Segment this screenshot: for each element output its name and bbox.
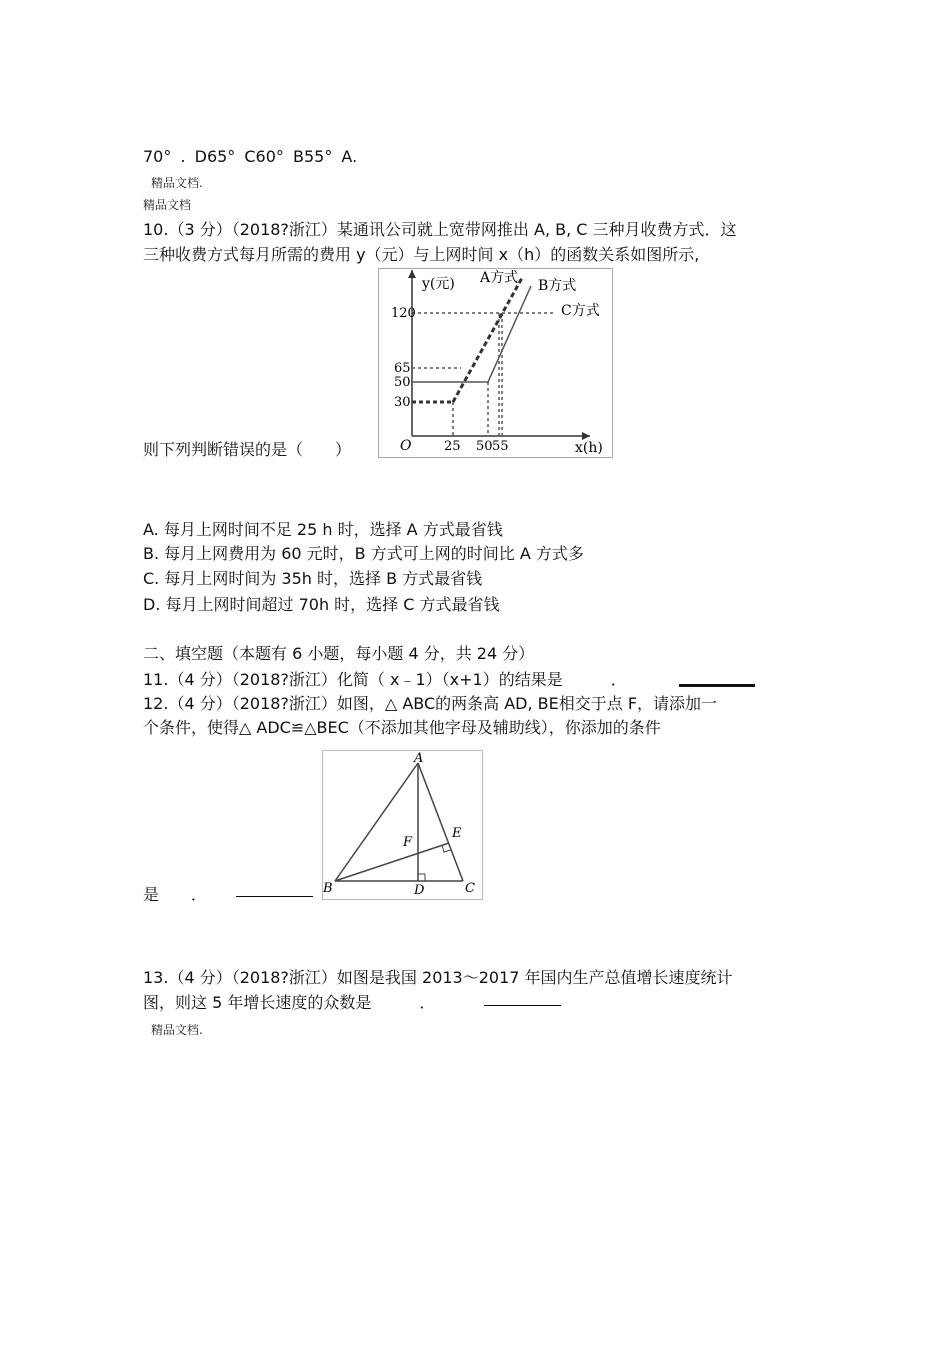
question-10-line-2: 三种收费方式每月所需的费用 y（元）与上网时间 x（h）的函数关系如图所示, xyxy=(143,245,700,264)
previous-question-options: 70° . D65° C60° B55° A. xyxy=(143,147,358,166)
y-tick-label: 30 xyxy=(394,395,411,410)
y-tick-label: 50 xyxy=(394,375,411,390)
question-13-line-2: 图，则这 5 年增长速度的众数是 ． xyxy=(143,993,436,1012)
x-tick-label: 55 xyxy=(492,439,509,454)
y-axis-label: y(元) xyxy=(422,276,455,292)
option-d: D. 每月上网时间超过 70h 时，选择 C 方式最省钱 xyxy=(143,595,500,614)
series-b-label: B方式 xyxy=(538,278,577,294)
vertex-label-b: B xyxy=(323,881,333,896)
question-12-line-2: 个条件，使得△ ADC≌△BEC（不添加其他字母及辅助线），你添加的条件 xyxy=(143,718,661,737)
option-b: B. 每月上网费用为 60 元时，B 方式可上网的时间比 A 方式多 xyxy=(143,544,584,563)
y-tick-label: 65 xyxy=(394,361,411,376)
triangle-figure xyxy=(322,750,483,900)
origin-label: O xyxy=(400,438,412,454)
question-11: 11.（4 分）（2018?浙江）化简（ x﹣1）（x+1）的结果是 ． xyxy=(143,670,627,689)
vertex-label-c: C xyxy=(465,881,475,896)
series-a-label: A方式 xyxy=(480,270,519,286)
x-axis-label: x(h) xyxy=(575,440,603,456)
option-c: C. 每月上网时间为 35h 时，选择 B 方式最省钱 xyxy=(143,569,483,588)
series-c-label: C方式 xyxy=(561,303,600,319)
watermark-text: 精品文档 xyxy=(143,198,192,212)
watermark-text: 精品文档. xyxy=(151,176,203,190)
x-tick-label: 50 xyxy=(476,439,493,454)
question-10-line-3: 则下列判断错误的是（ ） xyxy=(143,440,352,459)
answer-blank[interactable] xyxy=(679,684,755,687)
fee-function-graph xyxy=(378,268,613,458)
x-tick-label: 25 xyxy=(444,439,461,454)
question-13-line-1: 13.（4 分）（2018?浙江）如图是我国 2013～2017 年国内生产总值增长速度统计 xyxy=(143,968,733,987)
option-a: A. 每月上网时间不足 25 h 时，选择 A 方式最省钱 xyxy=(143,520,503,539)
point-label-d: D xyxy=(414,883,425,898)
point-label-f: F xyxy=(403,835,413,850)
point-label-e: E xyxy=(452,826,462,841)
y-tick-label: 120 xyxy=(391,306,416,321)
answer-blank[interactable] xyxy=(236,896,313,897)
question-10-line-1: 10.（3 分）（2018?浙江）某通讯公司就上宽带网推出 A, B, C 三种月收费方式．这 xyxy=(143,220,737,239)
vertex-label-a: A xyxy=(414,751,424,766)
question-12-line-1: 12.（4 分）（2018?浙江）如图，△ ABC的两条高 AD, BE相交于点 F，请添加一 xyxy=(143,694,718,713)
watermark-text: 精品文档. xyxy=(151,1023,203,1037)
question-12-line-3: 是 ． xyxy=(143,885,208,904)
answer-blank[interactable] xyxy=(484,1005,561,1006)
section-heading: 二、填空题（本题有 6 小题，每小题 4 分，共 24 分） xyxy=(143,644,535,663)
